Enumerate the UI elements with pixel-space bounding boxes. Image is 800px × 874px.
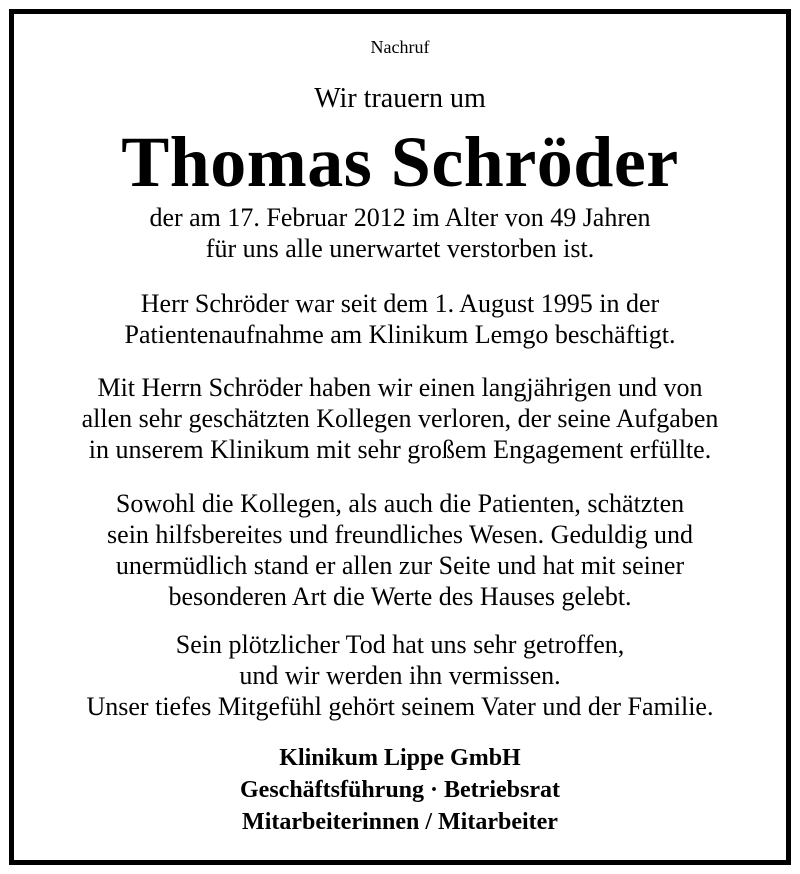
text-line: Sowohl die Kollegen, als auch die Patienten, schätzten [115, 489, 685, 518]
notice-kicker: Nachruf [370, 37, 430, 57]
intro-line: Wir trauern um [314, 83, 486, 114]
text-line: unermüdlich stand er allen zur Seite und hat mit seiner [115, 551, 685, 580]
signature-management: Geschäftsführung · Betriebsrat [240, 777, 560, 803]
deceased-name: Thomas Schröder [121, 122, 679, 202]
text-line: Herr Schröder war seit dem 1. August 1995 in der [140, 289, 660, 318]
text-line: Patientenaufnahme am Klinikum Lemgo beschäftigt. [124, 320, 676, 349]
text-line: allen sehr geschätzten Kollegen verloren, der seine Aufgaben [81, 404, 719, 433]
text-line: Mit Herrn Schröder haben wir einen langjährigen und von [97, 373, 703, 402]
signature-block [14, 742, 786, 838]
text-line: für uns alle unerwartet verstorben ist. [205, 234, 595, 263]
text-line: Unser tiefes Mitgefühl gehört seinem Vater und der Familie. [86, 692, 714, 721]
text-line: Sein plötzlicher Tod hat uns sehr getroffen, [175, 630, 625, 659]
obituary-frame [9, 9, 791, 865]
text-line: besonderen Art die Werte des Hauses gelebt. [168, 582, 632, 611]
paragraph-character [14, 488, 786, 612]
text-line: der am 17. Februar 2012 im Alter von 49 Jahren [149, 203, 651, 232]
paragraph-colleague [14, 372, 786, 465]
signature-staff: Mitarbeiterinnen / Mitarbeiter [242, 809, 558, 835]
paragraph-death-date [14, 202, 786, 264]
text-line: in unserem Klinikum mit sehr großem Engagement erfüllte. [88, 435, 712, 464]
text-line: und wir werden ihn vermissen. [239, 661, 561, 690]
text-line: sein hilfsbereites und freundliches Wesen. Geduldig und [107, 520, 693, 549]
paragraph-condolence [14, 629, 786, 722]
signature-organization: Klinikum Lippe GmbH [279, 745, 521, 771]
paragraph-employment [14, 288, 786, 350]
